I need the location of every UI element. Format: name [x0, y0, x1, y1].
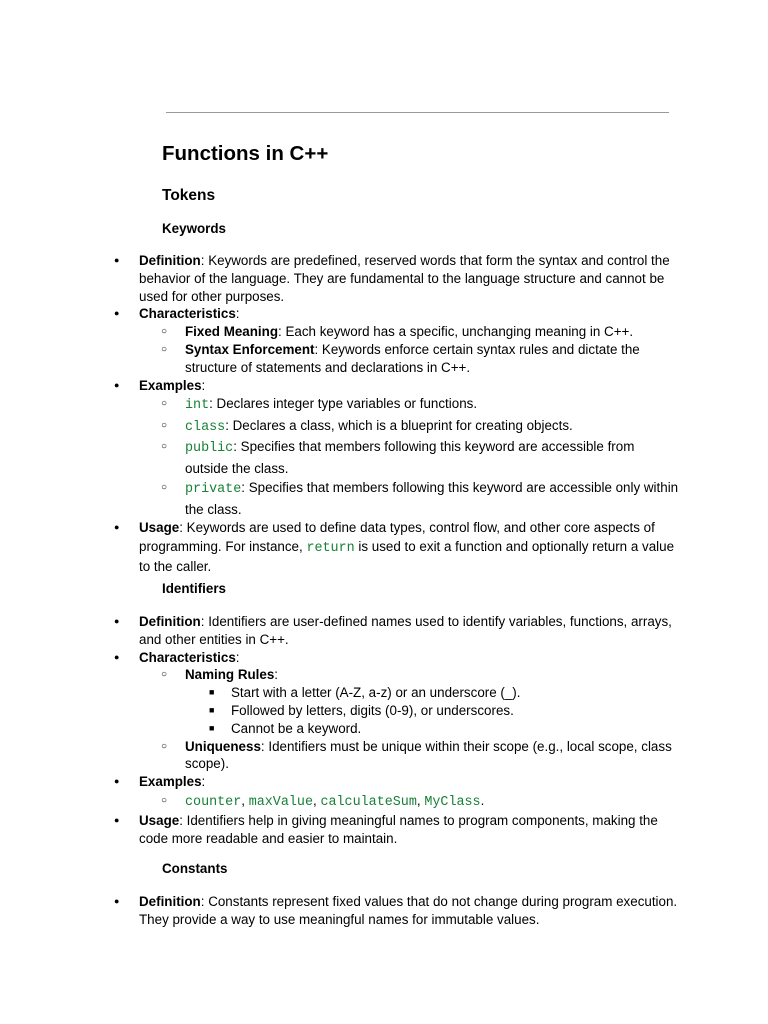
characteristics-sublist [139, 666, 679, 773]
examples-label: Examples [139, 377, 202, 393]
characteristics-sublist [139, 323, 679, 376]
list-item [139, 812, 679, 848]
list-item [139, 649, 679, 774]
definition-label: Definition [139, 253, 201, 268]
code-calculatesum: calculateSum [320, 794, 417, 810]
characteristics-label: Characteristics [139, 649, 236, 665]
subheading-identifiers: Identifiers [162, 581, 226, 596]
definition-text: : Constants represent fixed values that do not change during program execution. They provide a way to use meaningful names for immutable values. [139, 894, 678, 927]
definition-label: Definition [139, 614, 201, 629]
uniqueness-label: Uniqueness [185, 738, 261, 754]
list-item [139, 893, 679, 929]
list-item [139, 305, 679, 376]
usage-label: Usage [139, 520, 180, 536]
naming-rules-label: Naming Rules [185, 667, 275, 683]
code-int: int [185, 398, 210, 414]
code-return: return [306, 540, 355, 556]
list-item: ■ Cannot be a keyword. [231, 720, 679, 738]
list-item [139, 377, 679, 520]
examples-label: Examples [139, 774, 202, 790]
code-public: public [185, 441, 234, 457]
subheading-constants: Constants [162, 861, 228, 876]
example-text: : Specifies that members following this keyword are accessible only within the class. [185, 480, 679, 517]
colon: : [201, 377, 206, 393]
constants-list [139, 893, 679, 929]
definition-text: : Identifiers are user-defined names used to identify variables, functions, arrays, and other entities in C++. [139, 614, 672, 647]
usage-text: is used to exit a function and optionally return a value to the caller. [139, 538, 675, 575]
comma: , [416, 792, 425, 808]
fixed-meaning-text: : Each keyword has a specific, unchanging meaning in C++. [278, 324, 634, 340]
list-item [139, 252, 679, 305]
examples-sublist [139, 791, 679, 813]
code-counter: counter [185, 794, 242, 810]
characteristics-label: Characteristics [139, 306, 236, 322]
example-text: : Specifies that members following this keyword are accessible from outside the class. [185, 439, 635, 476]
list-item [185, 791, 679, 813]
subheading-keywords: Keywords [162, 221, 226, 236]
code-myclass: MyClass [424, 794, 481, 810]
example-text: : Declares integer type variables or functions. [209, 396, 478, 412]
list-item [185, 341, 679, 377]
code-private: private [185, 482, 242, 498]
fixed-meaning-label: Fixed Meaning [185, 324, 279, 340]
list-item [139, 519, 679, 577]
keywords-list [139, 252, 679, 577]
colon: : [201, 774, 206, 790]
naming-rules-sublist [185, 684, 679, 737]
comma: , [313, 792, 321, 808]
syntax-enforcement-text: : Keywords enforce certain syntax rules and dictate the structure of statements and declarations in C++. [185, 341, 640, 375]
identifiers-list [139, 613, 679, 848]
usage-text: : Keywords are used to define data types, control flow, and other core aspects of programming. For instance, [139, 520, 655, 554]
list-item [139, 773, 679, 812]
syntax-enforcement-label: Syntax Enforcement [185, 341, 315, 357]
colon: : [235, 649, 240, 665]
page-title: Functions in C++ [162, 142, 329, 165]
colon: : [235, 306, 240, 322]
definition-text: : Keywords are predefined, reserved words that form the syntax and control the behavior of the language. They are fundamental to the language structure and cannot be used for other purposes. [139, 253, 670, 304]
definition-label: Definition [139, 894, 201, 909]
list-item [185, 738, 679, 774]
example-text: : Declares a class, which is a blueprint for creating objects. [225, 417, 573, 433]
examples-sublist [139, 394, 679, 519]
list-item [185, 416, 679, 438]
list-item: ■ Start with a letter (A-Z, a-z) or an underscore (_). [231, 684, 679, 702]
code-maxvalue: maxValue [248, 794, 313, 810]
code-class: class [185, 419, 226, 435]
list-item: ■ Followed by letters, digits (0-9), or underscores. [231, 702, 679, 720]
list-item [185, 437, 679, 478]
usage-text: : Identifiers help in giving meaningful names to program components, making the code more readable and easier to maintain. [139, 813, 658, 847]
horizontal-rule [166, 112, 669, 113]
list-item [185, 323, 679, 341]
period: . [480, 792, 485, 808]
uniqueness-text: : Identifiers must be unique within their scope (e.g., local scope, class scope). [185, 738, 672, 772]
comma: , [241, 792, 249, 808]
list-item [185, 394, 679, 416]
colon: : [274, 667, 279, 683]
list-item [185, 666, 679, 737]
section-heading-tokens: Tokens [162, 187, 216, 204]
list-item [185, 478, 679, 519]
list-item [139, 613, 679, 649]
usage-label: Usage [139, 813, 180, 829]
